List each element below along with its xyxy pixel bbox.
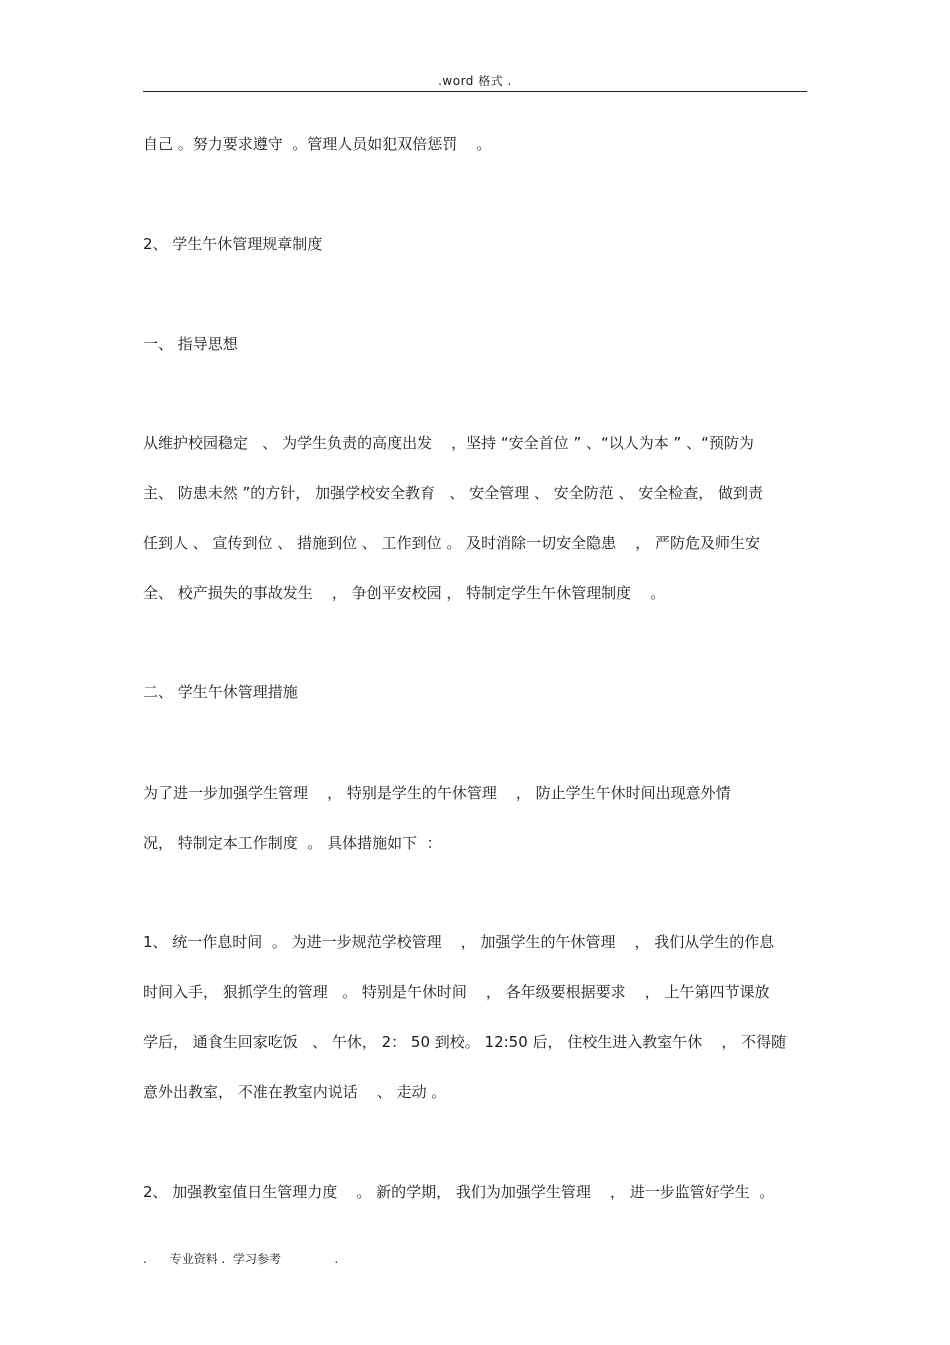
paragraph-line: 从维护校园稳定 、 为学生负责的高度出发 ，坚持 “安全首位 ” 、“以人为本 ” 、“预防为 [143, 434, 754, 452]
paragraph-line: 时间入手， 狠抓学生的管理 。 特别是午休时间 ， 各年级要根据要求 ， 上午第四节课放 [143, 983, 770, 1001]
paragraph-line: 况， 特制定本工作制度 。 具体措施如下 ： [143, 834, 442, 852]
paragraph-line: 全、 校产损失的事故发生 ， 争创平安校园 ， 特制定学生午休管理制度 。 [143, 584, 666, 602]
paragraph-line: 自己 。努力要求遵守 。管理人员如犯双倍惩罚 。 [143, 135, 492, 153]
paragraph-line: 学后， 通食生回家吃饭 、 午休， 2： 50 到校。 12:50 后， 住校生进入教室午休 ， 不得随 [143, 1033, 787, 1051]
paragraph-line: 为了进一步加强学生管理 ， 特别是学生的午休管理 ， 防止学生午休时间出现意外情 [143, 784, 731, 802]
page-header: .word 格式 . [438, 74, 512, 88]
header-divider [143, 91, 807, 92]
paragraph-line: 意外出教室， 不准在教室内说话 、 走动 。 [143, 1083, 447, 1101]
section-heading: 二、 学生午休管理措施 [143, 683, 298, 701]
section-heading: 一、 指导思想 [143, 335, 238, 353]
section-heading: 2、 学生午休管理规章制度 [143, 235, 323, 253]
paragraph-line: 主、 防患未然 ”的方针， 加强学校安全教育 、 安全管理 、 安全防范 、 安全检查， 做到责 [143, 484, 763, 502]
paragraph-line: 1、 统一作息时间 。 为进一步规范学校管理 ， 加强学生的午休管理 ， 我们从学生的作息 [143, 933, 775, 951]
paragraph-line: 任到人 、 宣传到位 、 措施到位 、 工作到位 。 及时消除一切安全隐患 ， 严防危及师生安 [143, 534, 760, 552]
paragraph-line: 2、 加强教室值日生管理力度 。 新的学期， 我们为加强学生管理 ， 进一步监管好学生 。 [143, 1183, 775, 1201]
page-footer: . 专业资料 . 学习参考 . [143, 1252, 339, 1266]
